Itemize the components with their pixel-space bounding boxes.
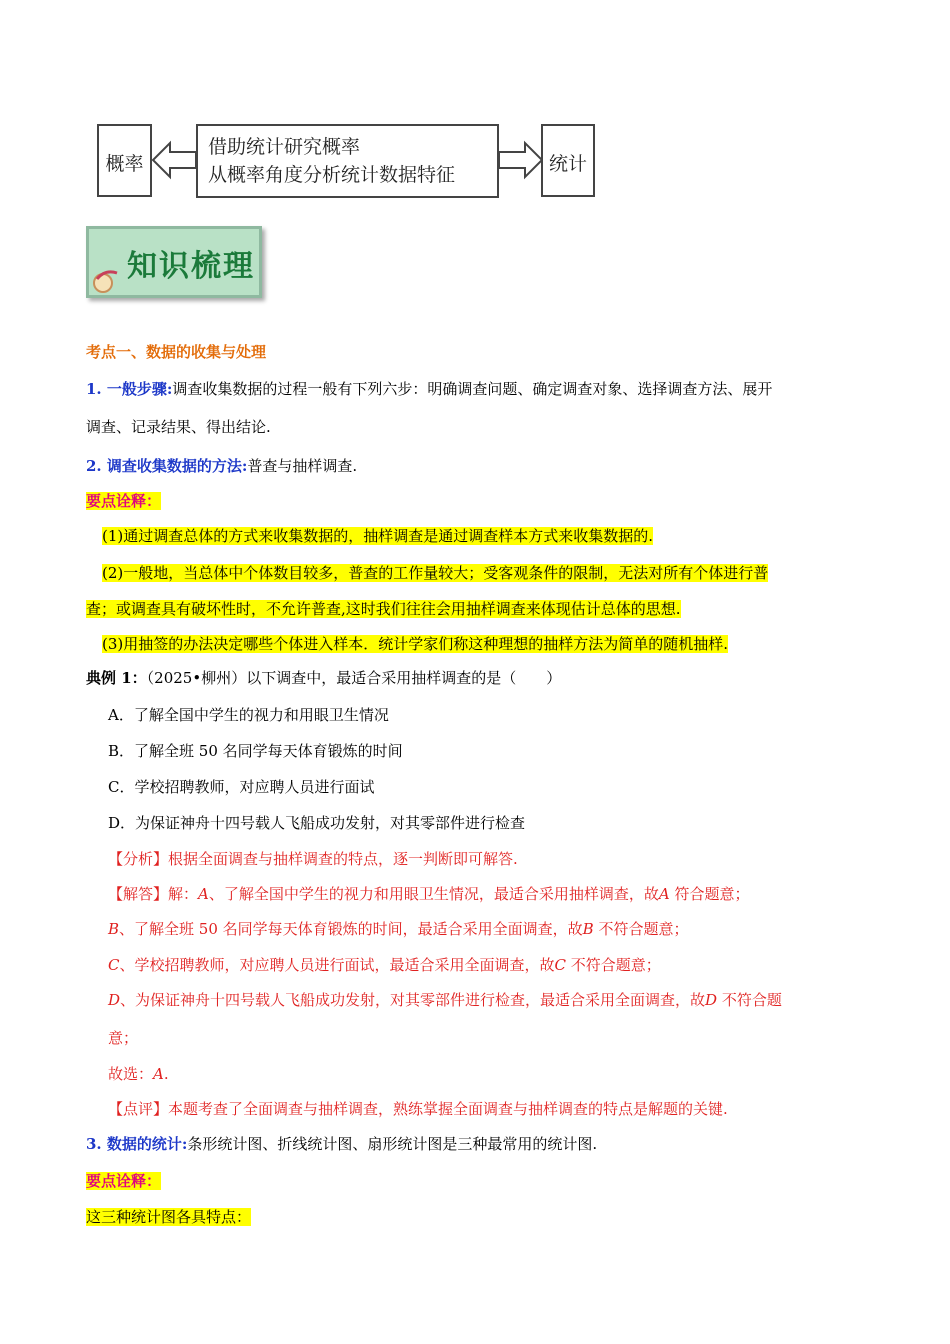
solution-b [108, 918, 898, 940]
solution-b-end: 不符合题意； [593, 920, 689, 938]
pencil-icon [91, 265, 127, 295]
solution-prefix: 【解答】解： [108, 885, 199, 903]
solution-c-var2: C [554, 956, 566, 974]
example-label: 典例 1： [86, 669, 147, 687]
solution-d [108, 989, 898, 1011]
item2-text: 普查与抽样调查. [247, 457, 358, 475]
option-a: A．了解全国中学生的视力和用眼卫生情况 [108, 706, 389, 724]
solution-b-text: 、了解全班 50 名同学每天体育锻炼的时间，最适合采用全面调查，故 [119, 920, 583, 938]
solution-d-var2: D [705, 991, 718, 1009]
item1-line1 [86, 378, 876, 400]
knowledge-badge [86, 226, 262, 298]
solution-d-var: D [108, 991, 121, 1009]
keypoint2-text: 这三种统计图各具特点： [86, 1208, 252, 1226]
keypoint1-p1-row [102, 525, 892, 547]
diagram-box-center [196, 124, 499, 198]
keypoint2-title: 要点诠释： [86, 1172, 162, 1190]
solution-c-end: 不符合题意； [565, 956, 661, 974]
item3-text: 条形统计图、折线统计图、扇形统计图是三种最常用的统计图. [187, 1135, 598, 1153]
section-title: 考点一、数据的收集与处理 [86, 343, 267, 361]
keypoint1-p2-line2: 查；或调查具有破坏性时，不允许普查,这时我们往往会用抽样调查来体现估计总体的思想. [86, 600, 681, 618]
answer [108, 1063, 898, 1085]
left-arrow-icon [150, 140, 198, 180]
diagram-left-label: 概率 [105, 153, 144, 175]
solution-b-var: B [108, 920, 120, 938]
answer-var: A [153, 1065, 164, 1083]
diagram-right-label: 统计 [548, 153, 587, 175]
keypoint1-p2-row1 [102, 562, 892, 584]
item1-text1: 调查收集数据的过程一般有下列六步：明确调查问题、确定调查对象、选择调查方法、展开 [172, 380, 773, 398]
diagram-box-probability [97, 124, 152, 197]
keypoint1-p3: (3)用抽签的办法决定哪些个体进入样本．统计学家们称这种理想的抽样方法为简单的随机抽样. [102, 635, 729, 653]
keypoint1-title-row [86, 490, 876, 512]
solution-d-end: 不符合题 [717, 991, 782, 1009]
option-b: B．了解全班 50 名同学每天体育锻炼的时间 [108, 742, 403, 760]
solution-d-text: 、为保证神舟十四号载人飞船成功发射，对其零部件进行检查，最适合采用全面调查，故 [120, 991, 706, 1009]
solution-a-text: 、了解全国中学生的视力和用眼卫生情况，最适合采用抽样调查，故 [208, 885, 659, 903]
comment: 【点评】本题考查了全面调查与抽样调查，熟练掌握全面调查与抽样调查的特点是解题的关键. [108, 1100, 728, 1118]
badge-title: 知识梳理 [127, 249, 255, 284]
option-c: C．学校招聘教师，对应聘人员进行面试 [108, 778, 375, 796]
keypoint2-title-row [86, 1170, 876, 1192]
keypoint1-p2-line1: (2)一般地，当总体中个体数目较多，普查的工作量较大；受客观条件的限制，无法对所有个体进行普 [102, 564, 769, 582]
option-d: D．为保证神舟十四号载人飞船成功发射，对其零部件进行检查 [108, 814, 526, 832]
answer-prefix: 故选： [108, 1065, 154, 1083]
diagram-box-statistics [541, 124, 595, 197]
item1-label: 1. 一般步骤: [86, 380, 173, 398]
item3-label: 3. 数据的统计: [86, 1135, 188, 1153]
solution-c-text: 、学校招聘教师，对应聘人员进行面试，最适合采用全面调查，故 [119, 956, 555, 974]
item1-text2: 调查、记录结果、得出结论. [86, 418, 271, 436]
item3 [86, 1133, 876, 1155]
solution-c-var: C [108, 956, 120, 974]
diagram-center-line2: 从概率角度分析统计数据特征 [208, 164, 456, 186]
solution-c [108, 954, 898, 976]
keypoint2-text-row [86, 1206, 876, 1228]
right-arrow-icon [497, 140, 545, 180]
analysis: 【分析】根据全面调查与抽样调查的特点，逐一判断即可解答. [108, 850, 518, 868]
example-question: （2025•柳州）以下调查中，最适合采用抽样调查的是（ ） [146, 669, 562, 687]
answer-end: . [163, 1065, 169, 1083]
diagram-center-line1: 借助统计研究概率 [208, 136, 361, 158]
keypoint1-title: 要点诠释： [86, 492, 162, 510]
keypoint1-p3-row [102, 633, 892, 655]
solution-a [108, 883, 898, 905]
keypoint1-p2-row2 [86, 598, 876, 620]
solution-a-end: 符合题意； [669, 885, 750, 903]
solution-a-var: A [198, 885, 209, 903]
keypoint1-p1: (1)通过调查总体的方式来收集数据的，抽样调查是通过调查样本方式来收集数据的. [102, 527, 654, 545]
item2-label: 2. 调查收集数据的方法: [86, 457, 248, 475]
example-question-row [86, 667, 876, 689]
item2 [86, 455, 876, 477]
solution-d-cont: 意； [108, 1029, 139, 1047]
solution-b-var2: B [582, 920, 594, 938]
solution-a-var2: A [658, 885, 670, 903]
